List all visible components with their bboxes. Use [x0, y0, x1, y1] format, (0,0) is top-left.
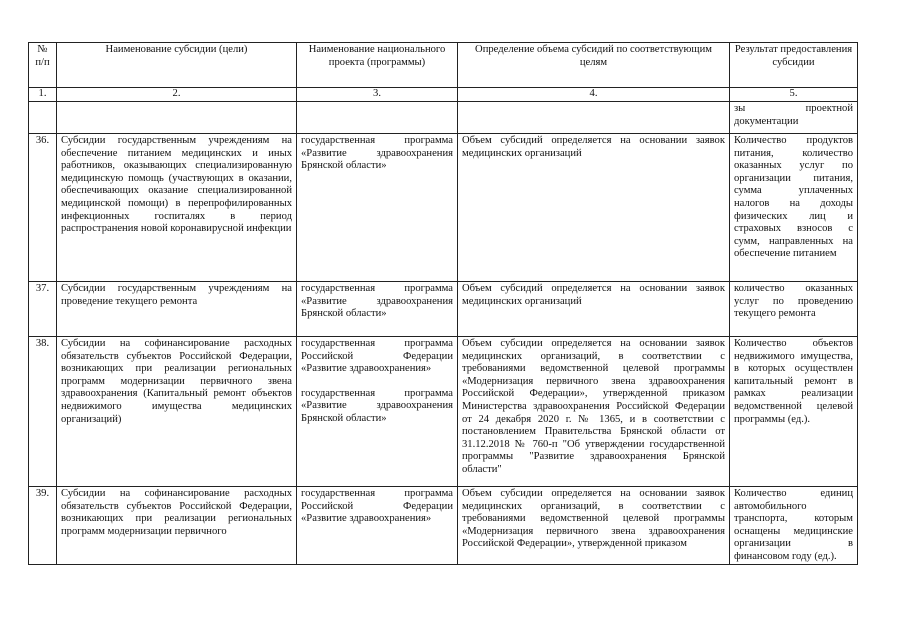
result-cell: количество оказанных услуг по проведению текущего ремонта: [730, 282, 858, 337]
subsidy-name-cell: Субсидии на софинансирование расходных обязательств субъектов Российской Федерации, возникающих при реализации региональных программ модернизации первичного звена здравоохранения (Капитальный ремонт объектов недвижимого имущества медицинских организаций): [57, 337, 297, 487]
definition-cell: Объем субсидий определяется на основании заявок медицинских организаций: [458, 282, 730, 337]
program-cell: государственная программа «Развитие здравоохранения Брянской области»: [297, 134, 458, 282]
row-number: 37.: [29, 282, 57, 337]
table-row: [29, 487, 858, 565]
definition-cell: Объем субсидии определяется на основании заявок медицинских организаций, в соответствии с требованиями ведомственной целевой программы «Модернизация первичного звена здравоохранения Российской Федерации», утвержденной приказом: [458, 487, 730, 565]
definition-cell: Объем субсидий определяется на основании заявок медицинских организаций: [458, 134, 730, 282]
subsidy-name-cell: Субсидии государственным учреждениям на проведение текущего ремонта: [57, 282, 297, 337]
row-number: 38.: [29, 337, 57, 487]
row-number: 36.: [29, 134, 57, 282]
program-cell: [297, 337, 458, 487]
table-row: [29, 337, 858, 487]
result-cell: Количество единиц автомобильного транспорта, которым оснащены медицинские организации в финансовом году (ед.).: [730, 487, 858, 565]
continuation-row: [29, 102, 858, 134]
subsidy-name-cell: Субсидии на софинансирование расходных обязательств субъектов Российской Федерации, возникающих при реализации региональных программ модернизации первичного: [57, 487, 297, 565]
row-number: 39.: [29, 487, 57, 565]
header-result: Результат предоставления субсидии: [730, 43, 858, 88]
header-volume-definition: Определение объема субсидий по соответствующим целям: [458, 43, 730, 88]
header-number: № п/п: [29, 43, 57, 88]
program-cell: государственная программа «Развитие здравоохранения Брянской области»: [297, 282, 458, 337]
header-project-name: Наименование национального проекта (программы): [297, 43, 458, 88]
index-cell: 5.: [730, 88, 858, 102]
document-page: [28, 42, 857, 565]
definition-cell: Объем субсидии определяется на основании заявок медицинских организаций, в соответствии с требованиями ведомственной целевой программы «Модернизация первичного звена здравоохранения Российской Федерации», утвержденной приказом Министерства здравоохранения Российской Федерации от 24 декабря 2020 г. № 1365, и в соответствии с постановлением Правительства Брянской области от 31.12.2018 № 760-п "Об утверждении государственной программы "Развитие здравоохранения Брянской области": [458, 337, 730, 487]
result-cell: Количество объектов недвижимого имущества, в которых осуществлен капитальный ремонт в рамках реализации ведомственной целевой программы (ед.).: [730, 337, 858, 487]
program-line-secondary: государственная программа «Развитие здравоохранения Брянской области»: [301, 387, 453, 424]
continuation-result: зы проектной документации: [730, 102, 858, 134]
program-line: государственная программа Российской Федерации «Развитие здравоохранения»: [301, 338, 453, 375]
header-row: [29, 43, 858, 88]
index-cell: 4.: [458, 88, 730, 102]
table-row: [29, 282, 858, 337]
table-row: [29, 134, 858, 282]
program-cell: государственная программа Российской Федерации «Развитие здравоохранения»: [297, 487, 458, 565]
result-cell: Количество продуктов питания, количество оказанных услуг по организации питания, сумма уплаченных налогов на доходы физических лиц и страховых взносов с сумм, направленных на обеспечение питанием: [730, 134, 858, 282]
index-cell: 2.: [57, 88, 297, 102]
subsidy-table: [28, 42, 858, 565]
index-cell: 1.: [29, 88, 57, 102]
subsidy-name-cell: Субсидии государственным учреждениям на обеспечение питанием медицинских и иных работников, оказывающих специализированную медицинскую помощь (участвующих в оказании, обеспечивающих оказание специализированной медицинской помощи) в перепрофилированных инфекционных госпиталях в период распространения новой коронавирусной инфекции: [57, 134, 297, 282]
index-cell: 3.: [297, 88, 458, 102]
column-index-row: [29, 88, 858, 102]
header-subsidy-name: Наименование субсидии (цели): [57, 43, 297, 88]
